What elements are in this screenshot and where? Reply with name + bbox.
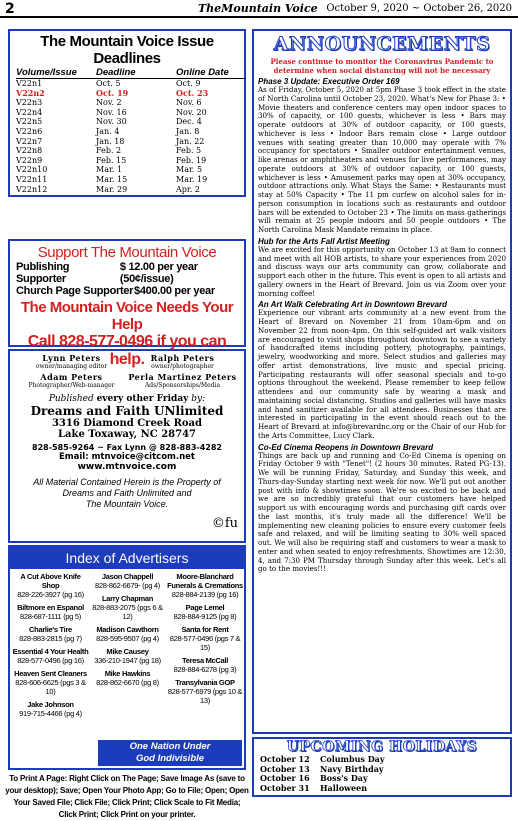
deadlines-cell: Jan. 18 <box>96 136 125 146</box>
published-prefix: Published <box>48 394 97 404</box>
deadlines-cell: V22n11 <box>16 174 48 184</box>
church-supporter-row <box>16 285 238 297</box>
deadlines-cell: Nov. 2 <box>96 98 122 108</box>
advertisers-column <box>11 572 90 722</box>
holiday-name: Boss's Day <box>320 773 368 783</box>
advertiser-info: 828-884-2139 (pg 16) <box>171 590 239 599</box>
staff-role: owner/managing editor <box>35 363 108 370</box>
deadlines-cell: V22n1 <box>16 79 43 88</box>
deadlines-cell: Mar. 1 <box>96 165 123 175</box>
advertiser-name: Essential 4 Your Health <box>12 647 89 656</box>
advertiser-entry <box>90 647 165 665</box>
advertiser-info: 828-595-9507 (pg 4) <box>96 634 159 643</box>
staff-name: Lynn Peters <box>42 353 101 363</box>
deadlines-cell: V22n2 <box>16 87 45 98</box>
advertiser-name: Page Lemel <box>185 603 225 612</box>
motto-line: God Indivisible <box>135 753 205 764</box>
advertiser-entry <box>90 572 165 590</box>
deadlines-cell: Apr. 2 <box>176 184 201 194</box>
deadlines-cell: Nov. 6 <box>176 98 202 108</box>
masthead: TheMountain Voice <box>198 2 318 15</box>
copyright-mark: ©fu <box>211 516 238 531</box>
advertiser-name: Santa for Rent <box>181 625 229 634</box>
advertiser-info: 828-577-0496 (pg 16) <box>17 656 84 665</box>
staff-names <box>16 353 238 391</box>
property-line: The Mountain Voice. <box>85 499 169 509</box>
deadlines-box <box>8 29 246 197</box>
deadlines-header: Volume/Issue <box>16 67 96 79</box>
advertiser-entry <box>90 594 165 621</box>
holiday-name: Halloween <box>320 782 368 793</box>
advertiser-name: Moore-Blanchard Funerals & Cremations <box>167 572 243 590</box>
advertisers-column <box>165 572 245 722</box>
church-label: Church Page Supporter <box>16 285 134 297</box>
holidays-box <box>252 737 512 797</box>
published-frequency: every other Friday <box>96 394 189 404</box>
advertiser-entry <box>165 572 245 599</box>
advertiser-entry <box>165 678 245 705</box>
deadlines-cell: Feb. 19 <box>176 155 207 165</box>
property-notice <box>16 477 238 510</box>
staff-person <box>127 372 238 391</box>
advertiser-info: 828-883-2815 (pg 7) <box>19 634 82 643</box>
advertisers-grid <box>10 569 244 722</box>
announcement-body: Experience our vibrant arts community at a new event from the Heart of Brevard on November 21 from 10am-6pm and on November 22 from noon-4pm. On this self-guided art walk visitors are encouraged to visit shops throughout downtown to see a variety of handcrafted items including pottery, photography, paintings, jewelry, woodworking and more. Select studios and galleries may offer artist demonstrations, live music and special pricing. Participating restaurants will offer seasonal specials and to-go options throughout the weekend. Please remember to keep fellow attendees and our community safe by wearing a mask and maintaining social distancing. Studios and galleries will have masks and hand sanitizer available for all attendees. Businesses that are interested in participating in the event should reach out to the Heart of Brevard at info@brevardnc.org or the Chair of our Hub for the Arts Committee, Lucy Clark. <box>258 308 506 440</box>
deadlines-cell: Oct. 5 <box>96 79 121 88</box>
church-price: $400.00 per year <box>134 285 215 297</box>
advertiser-name: Teresa McCall <box>182 656 228 665</box>
motto-line: One Nation Under <box>129 741 211 752</box>
advertiser-entry <box>11 572 90 599</box>
deadlines-cell: Mar. 5 <box>176 165 203 175</box>
deadlines-cell: V22n7 <box>16 136 43 146</box>
announcements-title: ANNOUNCEMENTS <box>273 33 491 55</box>
staff-box <box>8 349 246 543</box>
advertiser-info: 828-883-2075 (pgs 6 & 12) <box>92 603 163 621</box>
deadlines-header: Online Date <box>176 67 246 79</box>
deadlines-cell: Nov. 30 <box>96 117 127 127</box>
announcements-box <box>252 29 512 734</box>
print-instructions: To Print A Page: Right Click on The Page; Save Image As (save to your desktop); Save; Open Your Photo App; Go to File; Open; Open Your Saved File; Click File; Click Print; Click Scale to Fit Media; Click Print; Click Print on your printer. <box>5 774 249 819</box>
deadlines-cell: Nov. 20 <box>176 107 207 117</box>
needs-help: The Mountain Voice Needs Your Help <box>20 299 234 333</box>
deadlines-cell: V22n12 <box>16 184 48 194</box>
advertiser-info: 828-606-6625 (pgs 3 & 10) <box>15 678 86 696</box>
advertiser-info: 828-884-9125 (pg 8) <box>173 612 237 621</box>
deadlines-cell: Feb. 15 <box>96 155 127 165</box>
staff-role: Ads/Sponsorships/Media <box>144 382 221 389</box>
advertiser-info: 919-715-4466 (pg 4) <box>19 709 82 718</box>
advertisers-title: Index of Advertisers <box>10 547 244 569</box>
call-line: Call 828-577-0496 if you can help. <box>27 333 227 368</box>
advertiser-name: Heaven Sent Cleaners <box>14 669 87 678</box>
advertiser-name: Madison Cawthorn <box>96 625 159 634</box>
deadlines-cell: Oct. 19 <box>96 87 129 98</box>
page-number: 2 <box>5 1 15 17</box>
email-line: Email: mtnvoice@citcom.net <box>58 452 195 462</box>
holiday-date: October 13 <box>260 763 310 774</box>
address-line-1: 3316 Diamond Creek Road <box>51 418 203 429</box>
advertiser-name: Jake Johnson <box>27 700 74 709</box>
phone-line: 828-585-9264 ~ Fax Lynn @ 828-883-4282 <box>32 443 222 452</box>
advertiser-entry <box>165 656 245 674</box>
holiday-date: October 16 <box>260 773 310 783</box>
holidays-list <box>254 755 510 793</box>
deadlines-cell: V22n4 <box>16 107 43 117</box>
deadlines-cell: Nov. 16 <box>96 107 127 117</box>
motto-banner <box>98 740 242 766</box>
announcement-body: As of Friday, October 5, 2020 at 5pm Phase 3 took effect in the state of North Carolina until October 23, 2020. What's New for Phase 3: • Movie theaters and conference centers may open indoor spaces to 30% of capacity, or 100 guests, whichever is less • Bars may operate outdoors at 30% of outdoor capacity, or 100 guests, whichever is less • Indoor Bars remain close • Large outdoor venues with seating greater than 10,000 may operate with 7% occupancy for spectators • Smaller outdoor entertainment venues, like arenas or amphitheaters and venues for live performances, may operate outdoors at 30% of outdoor capacity, or 100 guests, whichever is less • Amusement parks may open at 30% occupancy, outdoor attractions only. What Stays the Same: • Restaurants must stay at 50% Capacity • The 11 pm curfew on alcohol sales for in-person consumption in locations such as restaurants and outdoor bars will be extended to October 23 • The limits on mass gatherings will remain at 25 people indoors and 50 people outdoors • The North Carolina Mask Mandate remains in place. <box>258 85 506 234</box>
deadlines-table <box>16 67 238 194</box>
staff-name: Ralph Peters <box>150 353 215 363</box>
publishing-supporter-row <box>16 261 238 285</box>
deadlines-cell: V22n5 <box>16 117 43 127</box>
deadlines-cell: V22n9 <box>16 155 43 165</box>
advertiser-info: 336-210-1947 (pg 18) <box>94 656 161 665</box>
advertiser-entry <box>11 647 90 665</box>
advertiser-entry <box>165 625 245 652</box>
property-line: Dreams and Faith Unlimited and <box>62 488 192 498</box>
announcement-heading: Co-Ed Cinema Reopens in Downtown Brevard <box>258 442 434 452</box>
deadlines-cell: Jan. 22 <box>176 136 205 146</box>
publishing-label: Publishing Supporter <box>16 261 70 285</box>
staff-role: Photographer/Web-manager <box>28 382 115 389</box>
holiday-name: Columbus Day <box>320 754 385 764</box>
advertiser-entry <box>11 700 90 718</box>
address-line-2: Lake Toxaway, NC 28747 <box>58 429 196 440</box>
deadlines-cell: Oct. 23 <box>176 87 209 98</box>
advertiser-info: 828-577-0496 (pgs 7 & 15) <box>169 634 241 652</box>
deadlines-title: The Mountain Voice Issue Deadlines <box>40 33 214 67</box>
deadlines-cell: Oct. 9 <box>176 79 201 88</box>
advertiser-name: A Cut Above Knife Shop <box>20 572 81 590</box>
staff-name: Perla Martinez Peters <box>128 372 237 382</box>
announcement-body: We are excited for this opportunity on October 13 at 9am to connect and meet with all HOB artists, to share your experiences from 2020 and discuss ways our arts community can grow, collaborate and support each other in the future. This event is open to all artists and gallery owners in the Heart of Brevard. Join us via Zoom over your morning coffee! <box>258 244 506 298</box>
advertiser-name: Larry Chapman <box>101 594 154 603</box>
advertiser-entry <box>90 625 165 643</box>
published-line <box>16 394 238 404</box>
holiday-name: Navy Birthday <box>320 763 384 774</box>
holidays-title: UPCOMING HOLIDAYS <box>286 739 478 755</box>
staff-person <box>127 353 238 372</box>
staff-role: owner/photographer <box>151 363 214 370</box>
advertiser-entry <box>11 625 90 643</box>
advertiser-info: 828-862-6670 (pg 8) <box>96 678 159 687</box>
deadlines-cell: Jan. 4 <box>96 126 120 136</box>
advertiser-name: Jason Chappell <box>101 572 154 581</box>
deadlines-cell: V22n3 <box>16 98 43 108</box>
advertiser-info: 828-226-3927 (pg 16) <box>17 590 84 599</box>
advertiser-info: 828-862-6679- (pg 4) <box>95 581 160 590</box>
published-suffix: by: <box>188 394 206 404</box>
announcement-heading: Hub for the Arts Fall Artist Meeting <box>258 236 390 246</box>
deadlines-cell: Feb. 2 <box>96 146 122 156</box>
deadlines-cell: Jan. 8 <box>176 126 200 136</box>
advertiser-info: 828-687-1111 (pg 5) <box>19 612 81 621</box>
publishing-price: $ 12.00 per year (50¢/issue) <box>119 261 198 285</box>
announcement-sections <box>258 77 506 574</box>
announcement-body: Things are back up and running and Co-Ed Cinema is opening on Friday October 9 with "Tenet"! (2 hours 30 minutes. Rated PG-13). We will be running Friday, Saturday, and Sunday this week, and Thurs-day-Sunday starting next week for now. We'll put out another post with info & showtimes soon. We're so excited to be back and we are so incredibly grateful that our customers have helped support us with encouraging words and purchasing gift cards over the last months, it's truly made all the difference! We'll be implementing new cleaning policies to ensure every customer feels safe and relaxed, and will be limiting seating to 30% well spaced out. We will also be requiring staff and customers to wear a mask to enter and when seated to enjoy refreshments. Showtimes are 12:30, 4, and 7:30 PM Thursday through Sunday after this week. Let's all go to the movies!!! <box>258 450 506 574</box>
issue-dates: October 9, 2020 ~ October 26, 2020 <box>326 3 512 14</box>
property-line: All Material Contained Herein is the Property of <box>33 477 221 487</box>
advertiser-entry <box>11 603 90 621</box>
announcement-heading: An Art Walk Celebrating Art in Downtown Brevard <box>258 300 448 310</box>
advertisers-box <box>8 545 246 770</box>
announcement-heading: Phase 3 Update: Executive Order 169 <box>258 77 400 86</box>
support-title: Support The Mountain Voice <box>37 244 217 261</box>
deadlines-cell: Mar. 29 <box>96 184 128 194</box>
company-name: Dreams and Faith UNlimited <box>30 404 224 418</box>
advertiser-name: Mike Hawkins <box>104 669 151 678</box>
pandemic-alert: Please continue to monitor the Coronavirus Pandemic to determine when social distancing will not be necessary <box>270 57 494 75</box>
deadlines-cell: Mar. 15 <box>96 174 128 184</box>
advertisers-column <box>90 572 165 722</box>
staff-person <box>16 372 127 391</box>
holiday-date: October 12 <box>260 754 310 764</box>
website-line: www.mtnvoice.com <box>77 462 177 472</box>
advertiser-info: 828-884-6278 (pg 3) <box>173 665 237 674</box>
staff-person <box>16 353 127 372</box>
advertiser-entry <box>11 669 90 696</box>
deadlines-cell: Mar. 19 <box>176 174 208 184</box>
advertiser-entry <box>165 603 245 621</box>
deadlines-cell: V22n10 <box>16 165 48 175</box>
advertiser-name: Charlie's Tire <box>29 625 72 634</box>
advertiser-name: Transylvania GOP <box>175 678 235 687</box>
deadlines-cell: V22n8 <box>16 146 43 156</box>
deadlines-cell: Feb. 5 <box>176 146 202 156</box>
advertiser-name: Mike Causey <box>106 647 149 656</box>
holiday-date: October 31 <box>260 782 310 793</box>
advertiser-info: 828-577-6979 (pgs 10 & 13) <box>167 687 243 705</box>
deadlines-cell: V22n6 <box>16 126 43 136</box>
deadlines-header: Deadline <box>96 67 176 79</box>
advertiser-entry <box>90 669 165 687</box>
deadlines-cell: Dec. 4 <box>176 117 202 127</box>
advertiser-name: Biltmore en Espanol <box>17 603 84 612</box>
page-header <box>0 0 518 18</box>
staff-name: Adam Peters <box>40 372 103 382</box>
